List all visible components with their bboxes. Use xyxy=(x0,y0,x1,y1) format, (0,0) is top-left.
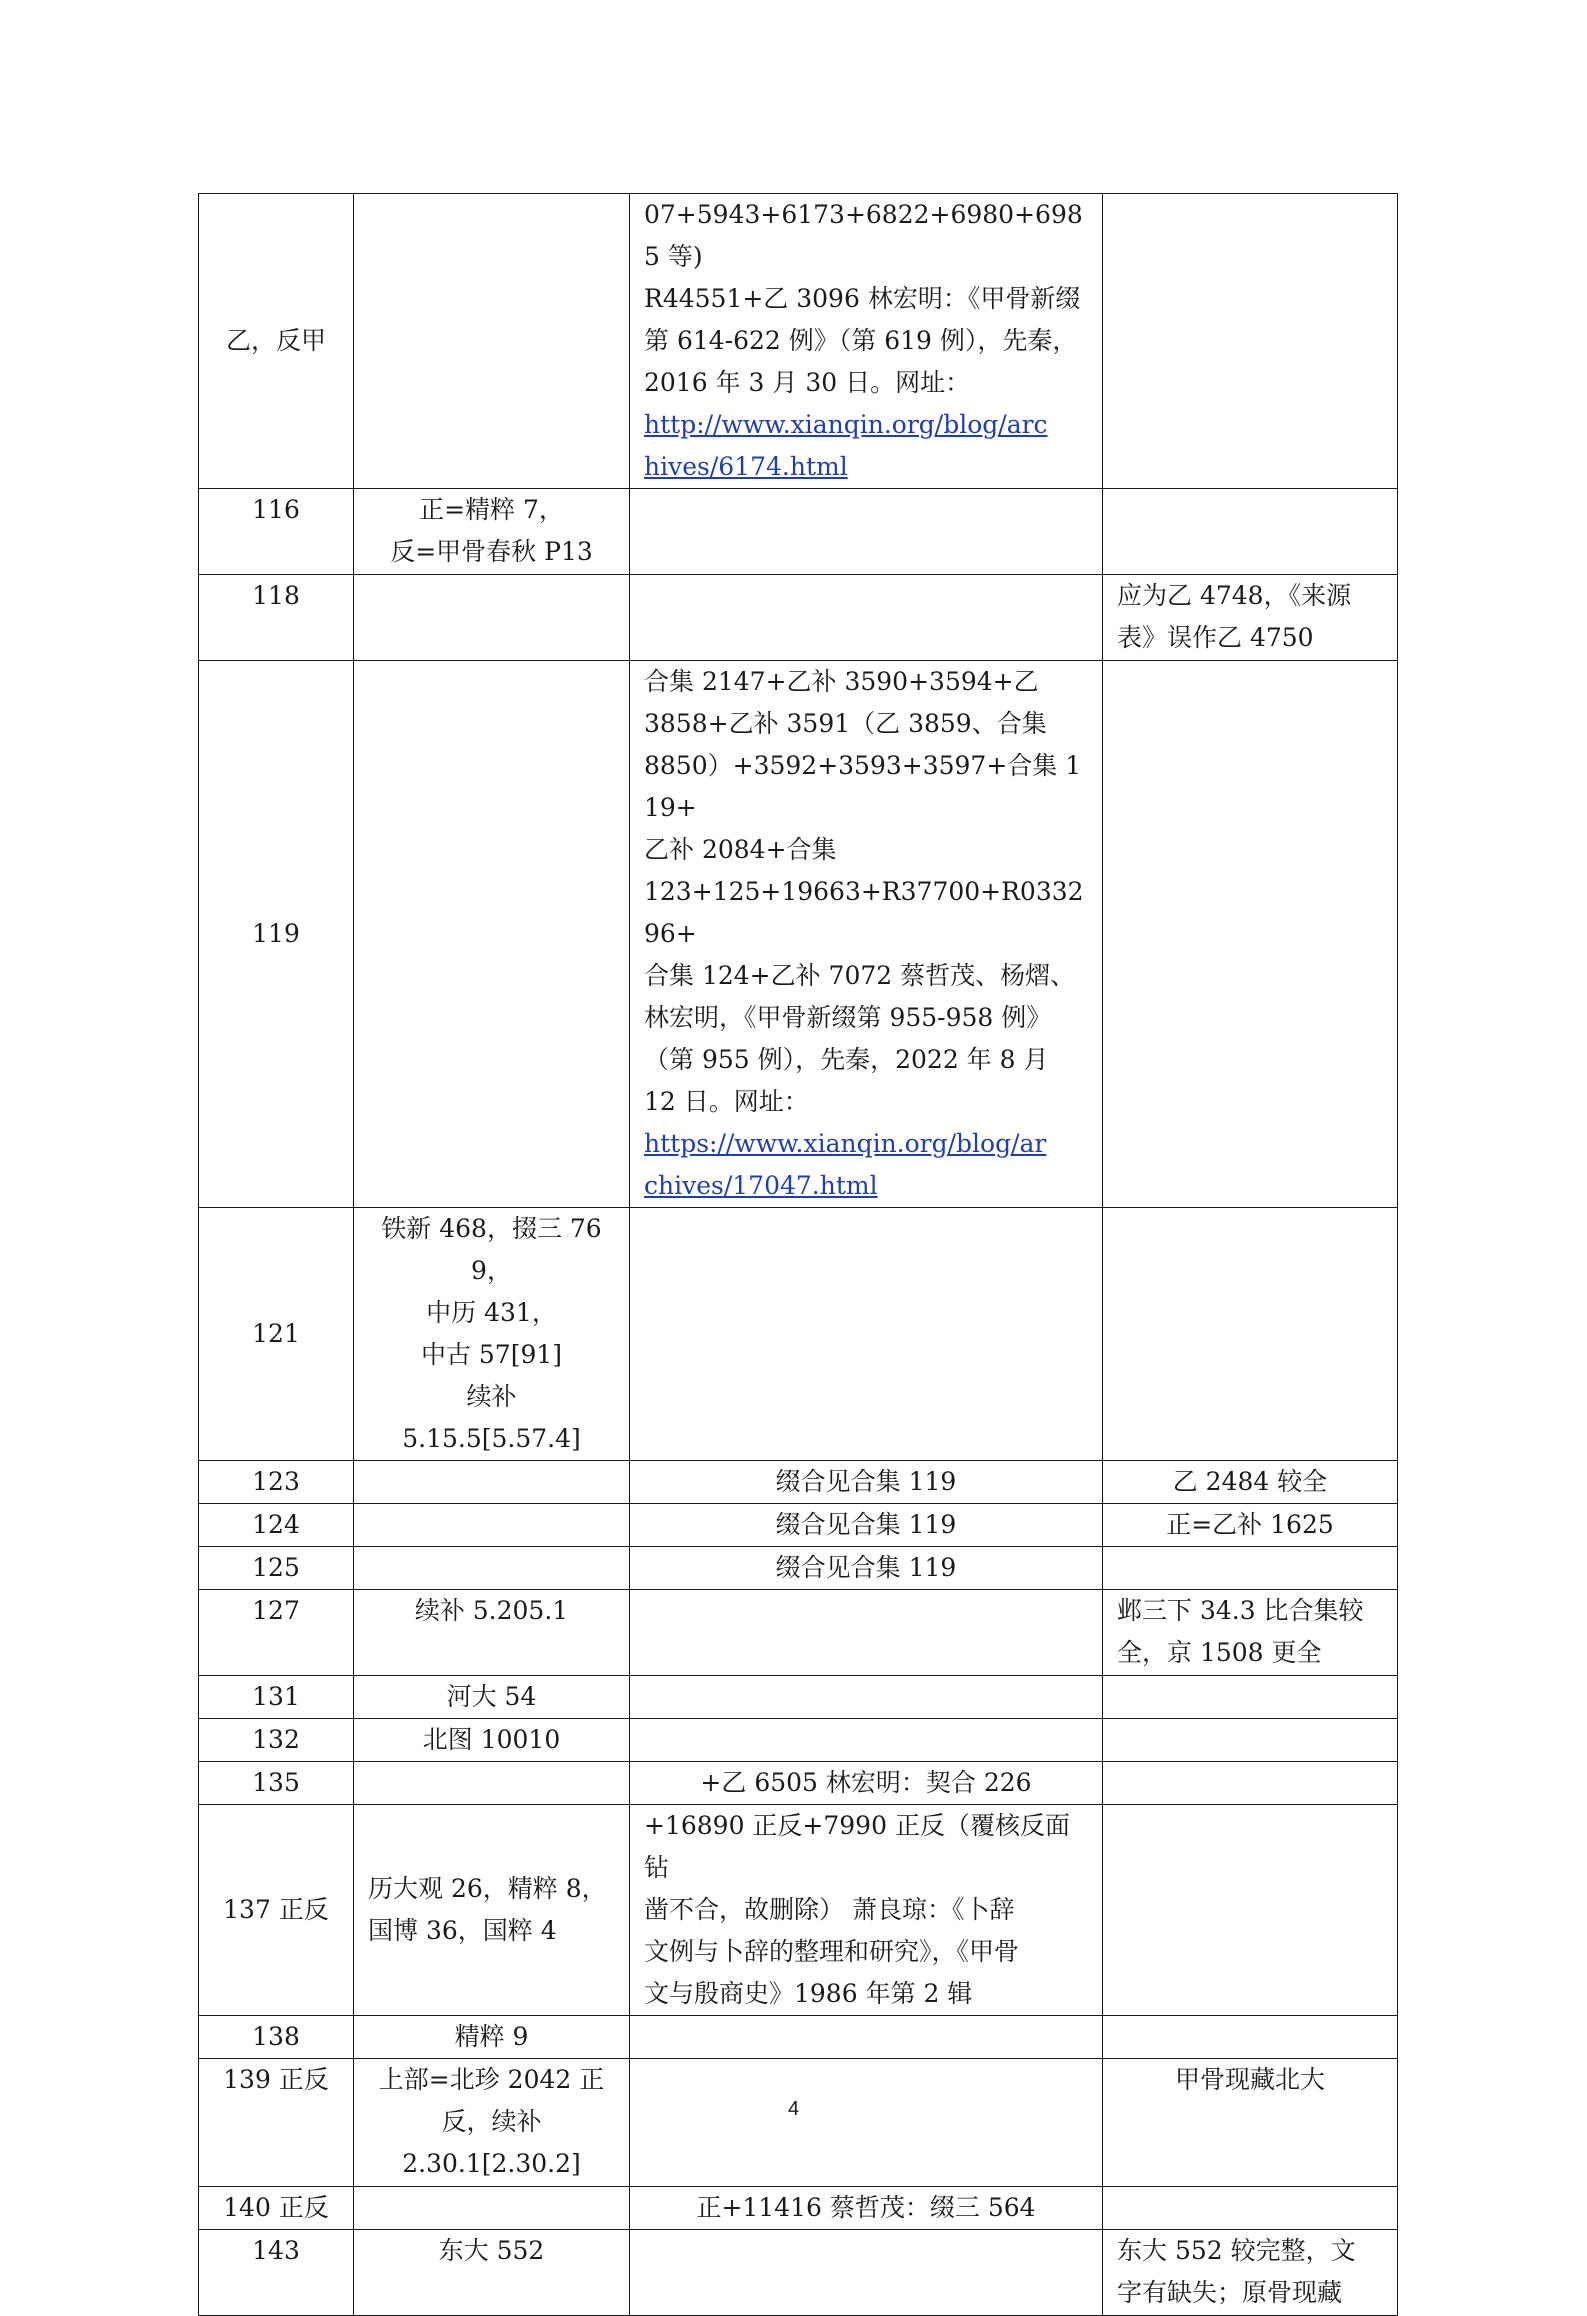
cell-joins xyxy=(630,575,1103,661)
join-note-line: 缀合见合集 119 xyxy=(775,1467,957,1496)
remark-line: 正=乙补 1625 xyxy=(1166,1510,1334,1539)
table-row xyxy=(199,2230,1398,2316)
table-body xyxy=(199,194,1398,2316)
cell-collections xyxy=(354,2187,630,2230)
cell-collections xyxy=(354,489,630,575)
cell-joins xyxy=(630,1208,1103,1461)
cell-collections xyxy=(354,1719,630,1762)
cell-collections xyxy=(354,194,630,489)
catalogue-number: 132 xyxy=(252,1725,300,1754)
join-note-line: +16890 正反+7990 正反（覆核反面钻 xyxy=(644,1811,1070,1882)
remark-line: 邺三下 34.3 比合集较 xyxy=(1117,1596,1364,1625)
remark-line: 东大 552 较完整，文 xyxy=(1117,2236,1356,2265)
cell-collections xyxy=(354,661,630,1208)
catalogue-number: 135 xyxy=(252,1768,300,1797)
cell-number xyxy=(199,1676,354,1719)
cell-joins xyxy=(630,1461,1103,1504)
table-row xyxy=(199,661,1398,1208)
collection-line: 上部=北珍 2042 正 xyxy=(378,2065,605,2094)
cell-joins xyxy=(630,2230,1103,2316)
join-note-line: 乙补 2084+合集 xyxy=(644,835,837,864)
reference-link[interactable]: hives/6174.html xyxy=(644,452,848,481)
collection-line: 国博 36，国粹 4 xyxy=(368,1916,557,1945)
cell-joins xyxy=(630,194,1103,489)
cell-remarks xyxy=(1103,2187,1398,2230)
catalogue-number: 140 正反 xyxy=(223,2193,329,2222)
collection-line: 历大观 26，精粹 8， xyxy=(368,1874,607,1903)
cell-joins xyxy=(630,1590,1103,1676)
cell-number xyxy=(199,2059,354,2187)
collection-line: 北图 10010 xyxy=(422,1725,561,1754)
cell-joins xyxy=(630,1547,1103,1590)
cell-number xyxy=(199,2230,354,2316)
table-row xyxy=(199,1762,1398,1805)
cell-joins xyxy=(630,2016,1103,2059)
catalogue-number: 127 xyxy=(252,1596,300,1625)
cell-number xyxy=(199,1719,354,1762)
cell-remarks xyxy=(1103,1719,1398,1762)
collection-line: 续补 5.205.1 xyxy=(414,1596,569,1625)
cell-number xyxy=(199,1805,354,2016)
catalogue-number: 139 正反 xyxy=(223,2065,329,2094)
cell-joins xyxy=(630,1762,1103,1805)
cell-remarks xyxy=(1103,1676,1398,1719)
page-number: 4 xyxy=(787,2098,800,2120)
oracle-bone-table xyxy=(198,193,1398,2316)
join-note-line: 第 614-622 例》（第 619 例），先秦， xyxy=(644,326,1078,355)
cell-collections xyxy=(354,1762,630,1805)
join-note-line: 文例与卜辞的整理和研究》，《甲骨 xyxy=(644,1937,1020,1966)
table-row xyxy=(199,2187,1398,2230)
cell-collections xyxy=(354,1547,630,1590)
cell-number xyxy=(199,1762,354,1805)
cell-number xyxy=(199,2016,354,2059)
cell-joins xyxy=(630,1504,1103,1547)
collection-line: 精粹 9 xyxy=(454,2022,529,2051)
cell-collections xyxy=(354,2059,630,2187)
table-row xyxy=(199,575,1398,661)
cell-remarks xyxy=(1103,1805,1398,2016)
catalogue-number: 125 xyxy=(252,1553,300,1582)
join-note-line: R44551+乙 3096 林宏明：《甲骨新缀 xyxy=(644,284,1081,313)
join-note-line: 缀合见合集 119 xyxy=(775,1553,957,1582)
cell-number xyxy=(199,1504,354,1547)
join-note-line: 07+5943+6173+6822+6980+6985 等) xyxy=(644,200,1083,271)
cell-joins xyxy=(630,2059,1103,2187)
join-note-line: 8850）+3592+3593+3597+合集 119+ xyxy=(644,751,1082,822)
catalogue-number: 116 xyxy=(252,495,300,524)
collection-line: 中历 431， xyxy=(426,1298,557,1327)
cell-remarks xyxy=(1103,489,1398,575)
table-row xyxy=(199,1504,1398,1547)
remark-line: 乙 2484 较全 xyxy=(1172,1467,1328,1496)
catalogue-number: 乙，反甲 xyxy=(225,326,326,355)
remark-line: 全，京 1508 更全 xyxy=(1117,1638,1322,1667)
table-row xyxy=(199,1461,1398,1504)
cell-collections xyxy=(354,2016,630,2059)
join-note-line: 林宏明，《甲骨新缀第 955-958 例》 xyxy=(644,1003,1052,1032)
collection-line: 中古 57[91] xyxy=(420,1340,563,1369)
cell-joins xyxy=(630,661,1103,1208)
cell-collections xyxy=(354,1590,630,1676)
catalogue-number: 138 xyxy=(252,2022,300,2051)
table-row xyxy=(199,194,1398,489)
catalogue-number: 118 xyxy=(252,581,300,610)
cell-remarks xyxy=(1103,2230,1398,2316)
cell-remarks xyxy=(1103,194,1398,489)
join-note-line: 3858+乙补 3591（乙 3859、合集 xyxy=(644,709,1047,738)
collection-line: 东大 552 xyxy=(438,2236,545,2265)
collection-line: 河大 54 xyxy=(446,1682,537,1711)
join-note-line: 正+11416 蔡哲茂：缀三 564 xyxy=(696,2193,1036,2222)
cell-joins xyxy=(630,1719,1103,1762)
reference-link[interactable]: chives/17047.html xyxy=(644,1171,878,1200)
cell-number xyxy=(199,575,354,661)
catalogue-number: 119 xyxy=(252,919,300,948)
catalogue-number: 121 xyxy=(252,1319,300,1348)
reference-link[interactable]: http://www.xianqin.org/blog/arc xyxy=(644,410,1048,439)
catalogue-number: 131 xyxy=(252,1682,300,1711)
cell-remarks xyxy=(1103,1547,1398,1590)
cell-collections xyxy=(354,1461,630,1504)
join-note-line: 12 日。网址： xyxy=(644,1087,809,1116)
cell-remarks xyxy=(1103,661,1398,1208)
join-note-line: 123+125+19663+R37700+R033296+ xyxy=(644,877,1084,948)
table-row xyxy=(199,1805,1398,2016)
table-row xyxy=(199,2059,1398,2187)
table-row xyxy=(199,1719,1398,1762)
catalogue-number: 124 xyxy=(252,1510,300,1539)
collection-line: 续补 xyxy=(466,1382,517,1411)
cell-collections xyxy=(354,1805,630,2016)
cell-remarks xyxy=(1103,2016,1398,2059)
cell-remarks xyxy=(1103,1590,1398,1676)
table-row xyxy=(199,1208,1398,1461)
table-row xyxy=(199,2016,1398,2059)
join-note-line: （第 955 例），先秦，2022 年 8 月 xyxy=(644,1045,1049,1074)
cell-collections xyxy=(354,575,630,661)
cell-number xyxy=(199,194,354,489)
cell-remarks xyxy=(1103,2059,1398,2187)
remark-line: 表》误作乙 4750 xyxy=(1117,623,1314,652)
cell-collections xyxy=(354,1208,630,1461)
cell-remarks xyxy=(1103,575,1398,661)
catalogue-number: 137 正反 xyxy=(223,1895,329,1924)
cell-collections xyxy=(354,2230,630,2316)
cell-joins xyxy=(630,2187,1103,2230)
collection-line: 反，续补 xyxy=(441,2107,542,2136)
table-row xyxy=(199,489,1398,575)
cell-number xyxy=(199,661,354,1208)
remark-line: 字有缺失；原骨现藏 xyxy=(1117,2278,1343,2307)
collection-line: 铁新 468，掇三 769， xyxy=(381,1214,602,1285)
cell-collections xyxy=(354,1504,630,1547)
cell-remarks xyxy=(1103,1762,1398,1805)
join-note-line: +乙 6505 林宏明：契合 226 xyxy=(700,1768,1032,1797)
catalogue-number: 143 xyxy=(252,2236,300,2265)
cell-number xyxy=(199,489,354,575)
join-note-line: 文与殷商史》1986 年第 2 辑 xyxy=(644,1979,973,2008)
collection-line: 2.30.1[2.30.2] xyxy=(402,2149,581,2178)
cell-joins xyxy=(630,489,1103,575)
cell-joins xyxy=(630,1676,1103,1719)
cell-number xyxy=(199,1590,354,1676)
table-row xyxy=(199,1547,1398,1590)
catalogue-number: 123 xyxy=(252,1467,300,1496)
join-note-line: 合集 124+乙补 7072 蔡哲茂、杨熠、 xyxy=(644,961,1076,990)
cell-remarks xyxy=(1103,1504,1398,1547)
table-row xyxy=(199,1590,1398,1676)
cell-collections xyxy=(354,1676,630,1719)
remark-line: 应为乙 4748，《来源 xyxy=(1117,581,1352,610)
join-note-line: 合集 2147+乙补 3590+3594+乙 xyxy=(644,667,1039,696)
cell-remarks xyxy=(1103,1208,1398,1461)
collection-line: 正=精粹 7， xyxy=(419,495,564,524)
remark-line: 甲骨现藏北大 xyxy=(1174,2065,1325,2094)
cell-number xyxy=(199,1547,354,1590)
collection-line: 反=甲骨春秋 P13 xyxy=(390,537,593,566)
cell-joins xyxy=(630,1805,1103,2016)
table-row xyxy=(199,1676,1398,1719)
join-note-line: 缀合见合集 119 xyxy=(775,1510,957,1539)
cell-number xyxy=(199,1208,354,1461)
join-note-line: 凿不合，故删除） 萧良琼：《卜辞 xyxy=(644,1895,1015,1924)
cell-remarks xyxy=(1103,1461,1398,1504)
cell-number xyxy=(199,2187,354,2230)
collection-line: 5.15.5[5.57.4] xyxy=(402,1424,581,1453)
cell-number xyxy=(199,1461,354,1504)
reference-link[interactable]: https://www.xianqin.org/blog/ar xyxy=(644,1129,1047,1158)
join-note-line: 2016 年 3 月 30 日。网址： xyxy=(644,368,971,397)
